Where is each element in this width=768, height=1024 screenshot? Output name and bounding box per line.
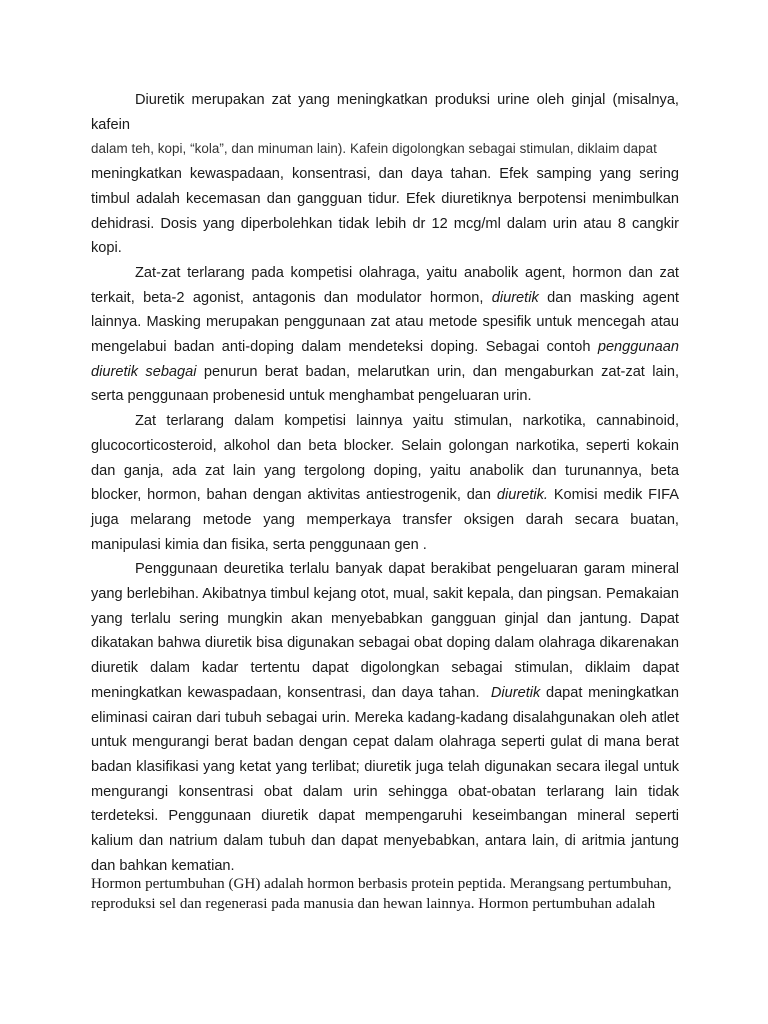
p1-rest: meningkatkan kewaspadaan, konsentrasi, dan daya tahan. Efek samping yang sering timbul adalah kecemasan dan gangguan tidur. Efek diuretiknya berpotensi menimbulkan dehidrasi. Dosis yang diperbolehkan tidak lebih dr 12 mcg/ml dalam urin atau 8 cangkir kopi. — [91, 166, 679, 257]
paragraph-kompetisi-lainnya — [91, 409, 679, 557]
hormon-pertumbuhan-paragraph — [91, 874, 691, 914]
p2-text-c: penurun berat badan, melarutkan urin, dan mengaburkan zat-zat lain, serta penggunaan probenesid untuk menghambat pengeluaran urin. — [91, 363, 679, 405]
p4-text-b: dapat meningkatkan eliminasi cairan dari tubuh sebagai urin. Mereka kadang-kadang disalahgunakan oleh atlet untuk mengurangi berat badan dengan cepat dalam olahraga seperti gulat di mana berat badan klasifikasi yang ketat yang terlibat; diuretik juga telah digunakan secara ilegal untuk mengurangi konsentrasi obat dalam urin sehingga obat-obatan terlarang lain tidak terdeteksi. Penggunaan diuretik dapat mempengaruhi keseimbangan mineral seperti kalium dan natrium dalam tubuh dan dapat menyebabkan, antara lain, di aritmia jantung dan bahkan kematian. — [91, 684, 679, 874]
p2-italic-penggunaan: penggunaan diuretik sebagai — [91, 339, 679, 380]
main-text-block — [91, 88, 679, 879]
p2-italic-diuretik: diuretik — [491, 289, 539, 306]
p4-italic-diuretik: Diuretik — [490, 684, 541, 701]
paragraph-penggunaan-deuretika — [91, 557, 679, 878]
paragraph-zat-terlarang — [91, 261, 679, 409]
p1-line1: Diuretik merupakan zat yang meningkatkan produksi urine oleh ginjal (misalnya, kafein — [91, 92, 679, 133]
p3-italic-diuretik: diuretik. — [496, 487, 548, 504]
paragraph-diuretik-kafein — [91, 88, 679, 261]
p2-text-a: Zat-zat terlarang pada kompetisi olahraga, yaitu anabolik agent, hormon dan zat terkait, beta-2 agonist, antagonis dan modulator hormon, — [91, 264, 679, 306]
p3-text-a: Zat terlarang dalam kompetisi lainnya yaitu stimulan, narkotika, cannabinoid, glucocorticosteroid, alkohol dan beta blocker. Selain golongan narkotika, seperti kokain dan ganja, ada zat lain yang tergolong doping, yaitu anabolik dan turunannya, beta blocker, hormon, bahan dengan aktivitas antiestrogenik, dan — [91, 413, 679, 504]
p4-text-a: Penggunaan deuretika terlalu banyak dapat berakibat pengeluaran garam mineral yang berlebihan. Akibatnya timbul kejang otot, mual, sakit kepala, dan pingsan. Pemakaian yang terlalu sering mungkin akan menyebabkan gangguan ginjal dan jantung. Dapat dikatakan bahwa diuretik bisa digunakan sebagai obat doping dalam olahraga dikarenakan diuretik dalam kadar tertentu dapat digolongkan sebagai stimulan, diklaim dapat meningkatkan kewaspadaan, konsentrasi, dan daya tahan. — [91, 561, 679, 701]
p1-line2: dalam teh, kopi, “kola”, dan minuman lain). Kafein digolongkan sebagai stimulan, diklaim dapat — [91, 141, 657, 157]
p5-line1: Hormon pertumbuhan (GH) adalah hormon berbasis protein peptida. Merangsang pertumbuhan, — [91, 876, 672, 892]
p3-text-b: Komisi medik FIFA juga melarang metode yang memperkaya transfer oksigen darah secara buatan, manipulasi kimia dan fisika, serta penggunaan gen . — [91, 487, 679, 553]
p5-line2: reproduksi sel dan regenerasi pada manusia dan hewan lainnya. Hormon pertumbuhan adalah — [91, 896, 656, 912]
p2-text-b: dan masking agent lainnya. Masking merupakan penggunaan zat atau metode spesifik untuk mencegah atau mengelabui badan anti-doping dalam mendeteksi doping. Sebagai contoh — [91, 289, 679, 356]
